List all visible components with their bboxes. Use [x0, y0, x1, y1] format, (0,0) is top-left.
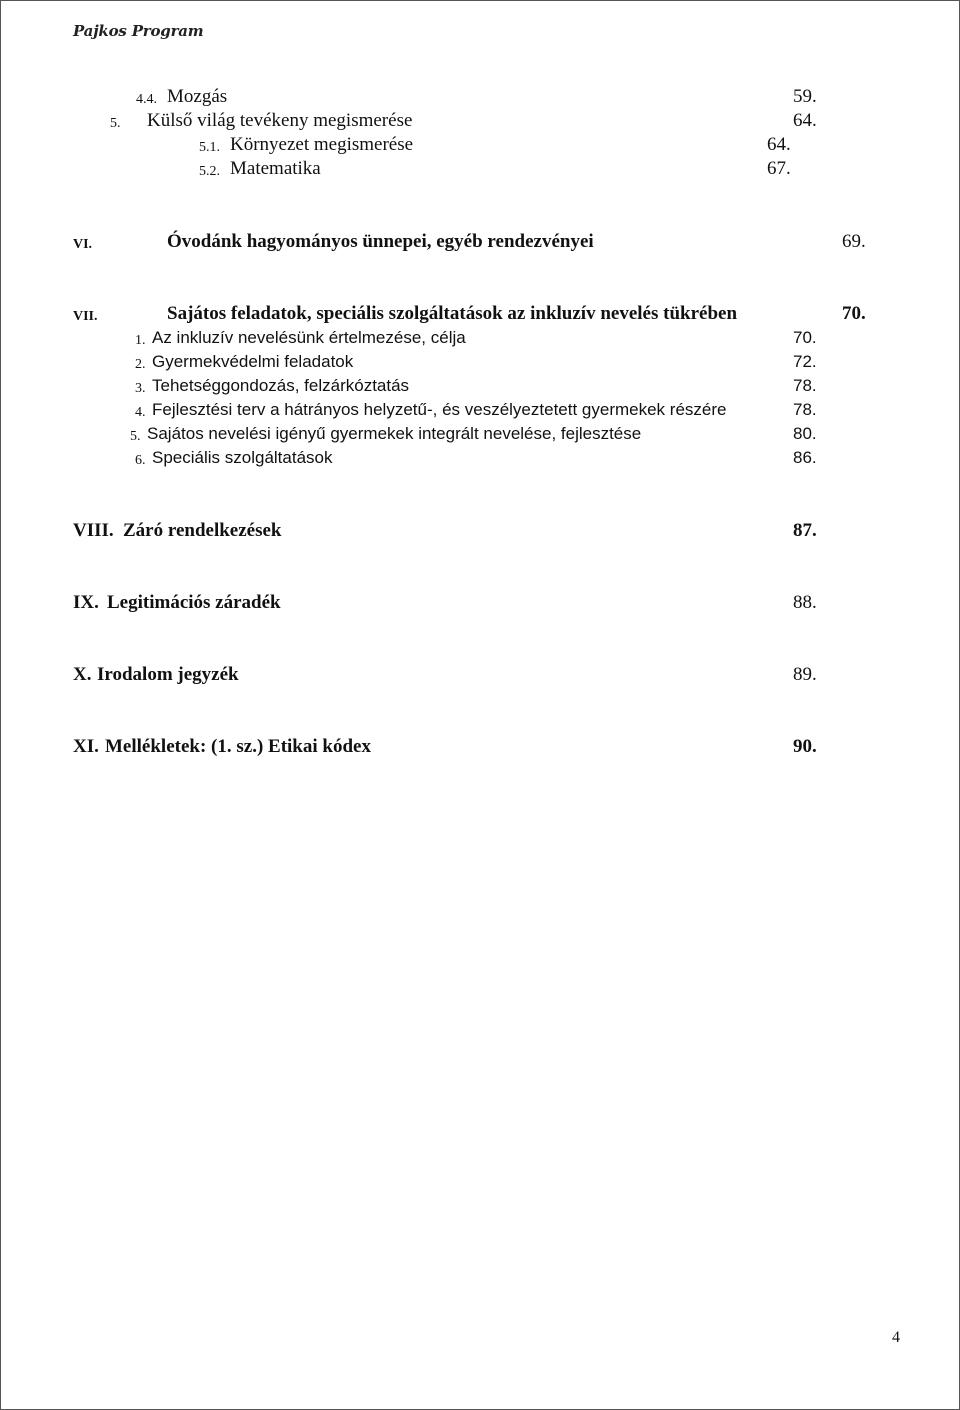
toc-entry-page: 70. — [842, 303, 866, 324]
toc-entry-number: XI. — [73, 736, 99, 757]
toc-entry-page: 72. — [793, 352, 817, 371]
toc-entry-page: 87. — [793, 520, 817, 541]
toc-entry-title: Irodalom jegyzék — [97, 664, 239, 685]
toc-entry-title: Tehetséggondozás, felzárkóztatás — [152, 376, 410, 395]
toc-entry-number: IX. — [73, 592, 99, 613]
toc-entry-title: Fejlesztési terv a hátrányos helyzetű-, és veszélyeztetett gyermekek részére — [152, 400, 727, 419]
toc-entry-number: VIII. — [73, 520, 114, 541]
toc-entry-number: X. — [73, 664, 92, 685]
toc-entry-page: 78. — [793, 400, 817, 419]
toc-entry-number: VI. — [73, 237, 93, 252]
toc-entry-number: 5. — [110, 116, 121, 131]
toc-entry-title: Speciális szolgáltatások — [152, 448, 333, 467]
toc-entry-number: 5.2. — [199, 164, 220, 179]
toc-entry-title: Mellékletek: (1. sz.) Etikai kódex — [105, 736, 371, 757]
toc-entry-page: 64. — [793, 110, 817, 131]
toc-entry-number: 1. — [135, 333, 146, 348]
toc-entry-page: 89. — [793, 664, 817, 685]
toc-entry-number: 5.1. — [199, 140, 220, 155]
toc-entry-title: Mozgás — [167, 86, 228, 107]
toc-entry-title: Környezet megismerése — [230, 134, 414, 155]
header-brand: Pajkos Program — [73, 22, 204, 40]
toc-entry-title: Sajátos feladatok, speciális szolgáltatások az inkluzív nevelés tükrében — [167, 303, 738, 324]
toc-entry-page: 88. — [793, 592, 817, 613]
toc-entry-title: Záró rendelkezések — [123, 520, 282, 541]
toc-entry-page: 80. — [793, 424, 817, 443]
toc-entry-page: 59. — [793, 86, 817, 107]
toc-entry-number: 4. — [135, 405, 146, 420]
toc-entry-title: Külső világ tevékeny megismerése — [147, 110, 413, 131]
toc-entry-title: Matematika — [230, 158, 321, 179]
toc-entry-page: 78. — [793, 376, 817, 395]
page-number: 4 — [892, 1329, 900, 1346]
toc-entry-title: Sajátos nevelési igényű gyermekek integrált nevelése, fejlesztése — [147, 424, 642, 443]
toc-entry-title: Óvodánk hagyományos ünnepei, egyéb rendezvényei — [167, 231, 594, 252]
toc-entry-number: 6. — [135, 453, 146, 468]
toc-entry-title: Legitimációs záradék — [107, 592, 281, 613]
toc-entry-title: Gyermekvédelmi feladatok — [152, 352, 354, 371]
toc-entry-number: 5. — [130, 429, 141, 444]
toc-entry-page: 69. — [842, 231, 866, 252]
toc-entry-page: 90. — [793, 736, 817, 757]
toc-entry-page: 70. — [793, 328, 817, 347]
toc-entry-number: VII. — [73, 309, 98, 324]
toc-entry-title: Az inkluzív nevelésünk értelmezése, célja — [152, 328, 466, 347]
toc-entry-page: 64. — [767, 134, 791, 155]
toc-entry-page: 67. — [767, 158, 791, 179]
toc-entry-number: 4.4. — [136, 92, 157, 107]
toc-entry-page: 86. — [793, 448, 817, 467]
toc-entry-number: 3. — [135, 381, 146, 396]
toc-entry-number: 2. — [135, 357, 146, 372]
